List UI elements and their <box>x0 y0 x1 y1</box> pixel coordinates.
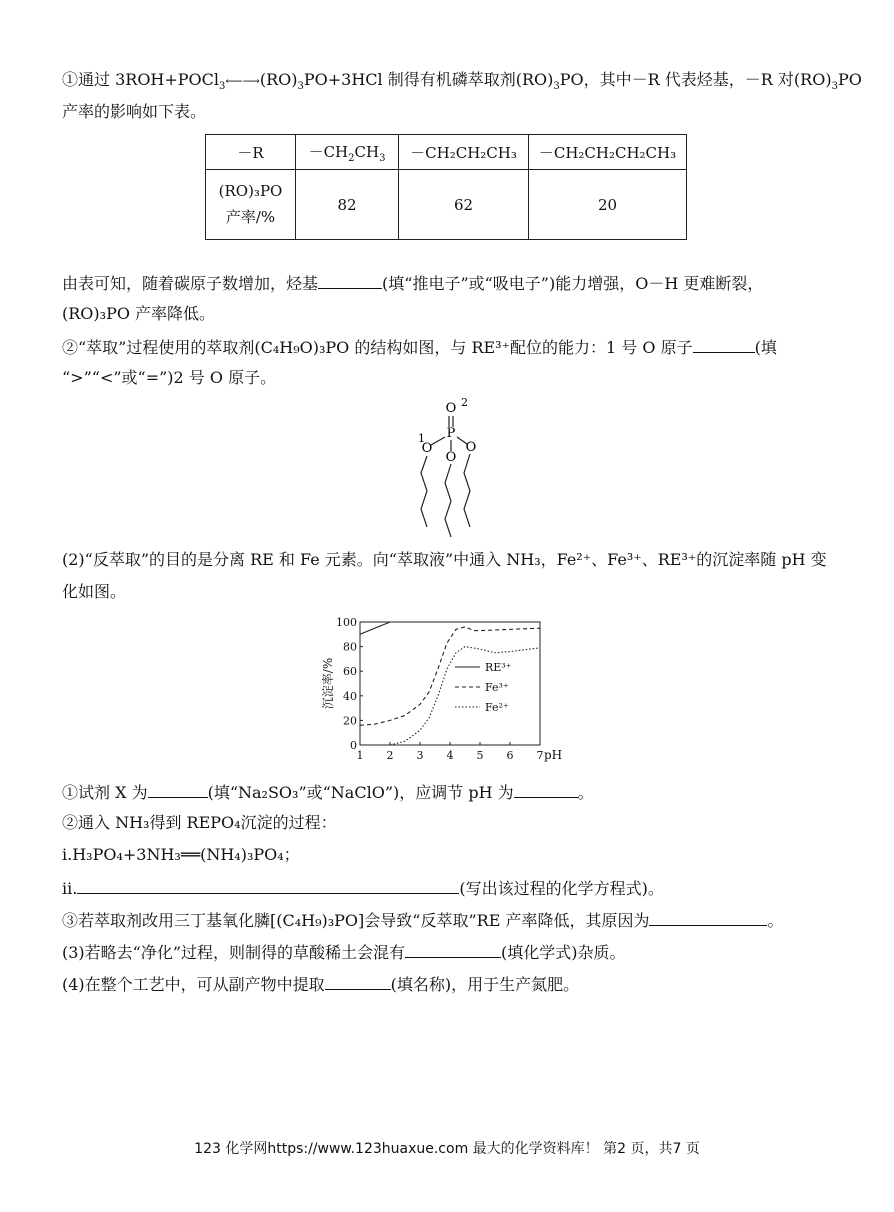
x-tick-label: 2 <box>386 749 394 762</box>
table-header-cell: －R <box>206 135 296 170</box>
text: (4)在整个工艺中，可从副产物中提取 <box>62 975 325 994</box>
question-line <box>62 70 862 97</box>
question-line: (2)“反萃取”的目的是分离 RE 和 Fe 元素。向“萃取液”中通入 NH₃，Fe²⁺、Fe³⁺、RE³⁺的沉淀率随 pH 变 <box>62 550 827 569</box>
question-line: “>”“<”或“=”)2 号 O 原子。 <box>62 368 277 387</box>
table-header-cell: －CH₂CH₂CH₂CH₃ <box>529 135 687 170</box>
yield-table <box>205 134 687 240</box>
question-line <box>62 909 783 931</box>
x-tick-label: 5 <box>476 749 484 762</box>
text: －CH <box>308 142 349 161</box>
oxygen-label: O <box>465 440 477 455</box>
answer-blank[interactable] <box>318 272 382 289</box>
question-line: (RO)₃PO 产率降低。 <box>62 304 216 323</box>
subscript: 3 <box>219 81 226 93</box>
text: (填名称)，用于生产氮肥。 <box>390 975 580 994</box>
x-tick-label: 6 <box>506 749 514 762</box>
table-header-cell <box>296 135 399 170</box>
y-tick-label: 20 <box>343 714 357 728</box>
question-line: ②通入 NH₃得到 REPO₄沉淀的过程： <box>62 813 337 832</box>
question-line <box>62 877 664 899</box>
y-tick-label: 40 <box>343 689 357 703</box>
atom-number: 1 <box>418 432 425 445</box>
legend-label: RE³⁺ <box>485 661 512 674</box>
series-line-2 <box>360 627 540 725</box>
precipitation-chart <box>310 612 580 770</box>
x-axis-label: pH <box>544 748 563 762</box>
text: ③若萃取剂改用三丁基氧化膦[(C₄H₉)₃PO]会导致“反萃取”RE 产率降低，其原因为 <box>62 911 650 930</box>
question-line <box>62 973 579 995</box>
text: ①通过 3ROH+POCl <box>62 70 220 89</box>
y-tick-label: 60 <box>343 665 357 679</box>
subscript: 3 <box>297 81 304 93</box>
text: (RO) <box>259 70 298 89</box>
text: (填 <box>754 338 777 357</box>
oxygen-label: O <box>445 401 457 416</box>
answer-blank[interactable] <box>77 877 459 894</box>
reversible-arrow-icon: ⟵⟶ <box>225 74 260 88</box>
table-cell: 20 <box>529 170 687 240</box>
subscript: 2 <box>348 152 355 164</box>
y-axis-label: 沉淀率/% <box>321 657 335 710</box>
question-line <box>62 272 763 294</box>
table-cell: 62 <box>399 170 529 240</box>
y-tick-label: 80 <box>343 640 357 654</box>
text: (3)若略去“净化”过程，则制得的草酸稀土会混有 <box>62 943 406 962</box>
text: ①试剂 X 为 <box>62 783 148 802</box>
oxygen-label: O <box>445 450 457 465</box>
series-line-3 <box>390 647 540 745</box>
y-tick-label: 0 <box>350 739 357 752</box>
phosphorus-label: P <box>446 426 456 441</box>
table-header-cell: －CH₂CH₂CH₃ <box>399 135 529 170</box>
text: (填“推电子”或“吸电子”)能力增强，O－H 更难断裂， <box>382 274 764 293</box>
y-tick-label: 100 <box>336 616 357 629</box>
question-line: 化如图。 <box>62 582 127 601</box>
text: (填化学式)杂质。 <box>501 943 626 962</box>
x-tick-label: 3 <box>416 749 424 762</box>
x-tick-label: 4 <box>446 749 454 762</box>
legend-label: Fe²⁺ <box>485 701 509 714</box>
text: PO <box>837 70 862 89</box>
answer-blank[interactable] <box>325 973 391 990</box>
answer-blank[interactable] <box>649 909 767 926</box>
answer-blank[interactable] <box>405 941 501 958</box>
text: (RO)₃PO <box>218 182 283 200</box>
text: 由表可知，随着碳原子数增加，烃基 <box>62 274 319 293</box>
page-footer: 123 化学网https://www.123huaxue.com 最大的化学资料库！ 第2 页，共7 页 <box>194 1141 700 1157</box>
text: CH <box>354 142 380 161</box>
question-line: 产率的影响如下表。 <box>62 102 207 121</box>
subscript: 3 <box>831 81 838 93</box>
answer-blank[interactable] <box>514 781 578 798</box>
molecule-structure <box>400 393 510 543</box>
table-row-label <box>206 170 296 240</box>
text: ii. <box>62 879 78 898</box>
text: PO+3HCl 制得有机磷萃取剂(RO) <box>303 70 554 89</box>
question-line <box>62 781 594 803</box>
text: 。 <box>767 911 784 930</box>
x-tick-label: 7 <box>536 749 544 762</box>
series-line-1 <box>360 622 540 634</box>
question-line: i.H₃PO₄+3NH₃══(NH₄)₃PO₄； <box>62 845 300 864</box>
subscript: 3 <box>553 81 560 93</box>
x-tick-label: 1 <box>356 749 364 762</box>
question-line <box>62 336 777 358</box>
subscript: 3 <box>379 152 386 164</box>
oxygen-label: O <box>421 441 433 456</box>
text: 。 <box>577 783 594 802</box>
text: ②“萃取”过程使用的萃取剂(C₄H₉O)₃PO 的结构如图，与 RE³⁺配位的能力：1 号 O 原子 <box>62 338 693 357</box>
text: (填“Na₂SO₃”或“NaClO”)，应调节 pH 为 <box>207 783 514 802</box>
text: (写出该过程的化学方程式)。 <box>459 879 664 898</box>
legend-label: Fe³⁺ <box>485 681 509 694</box>
answer-blank[interactable] <box>693 336 755 353</box>
plot-frame <box>360 622 540 745</box>
atom-number: 2 <box>461 396 468 409</box>
question-line <box>62 941 626 963</box>
table-cell: 82 <box>296 170 399 240</box>
text: PO，其中－R 代表烃基，－R 对(RO) <box>559 70 832 89</box>
answer-blank[interactable] <box>148 781 208 798</box>
text: 产率/% <box>225 208 276 226</box>
